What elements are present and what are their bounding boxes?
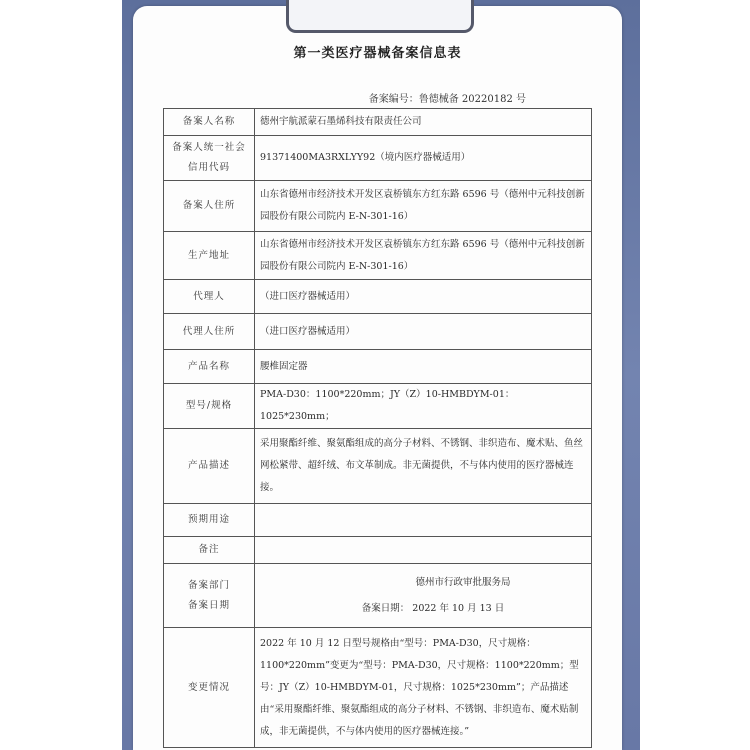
field-value: 德州宇航派蒙石墨烯科技有限责任公司 [255,109,592,136]
table-row [164,564,592,628]
field-label: 备注 [164,537,255,564]
field-value: （进口医疗器械适用） [255,314,592,350]
field-value [255,564,592,628]
field-label: 变更情况 [164,628,255,748]
field-label: 备案人统一社会信用代码 [164,136,255,181]
field-label: 生产地址 [164,232,255,280]
document-title: 第一类医疗器械备案信息表 [293,46,462,61]
field-label: 备案人住所 [164,181,255,232]
field-label: 代理人 [164,280,255,314]
filing-department-label: 备案部门 [187,579,230,591]
field-label: 预期用途 [164,504,255,537]
change-history: 2022 年 10 月 12 日型号规格由“型号：PMA-D30，尺寸规格：1100*220mm”变更为“型号：PMA-D30，尺寸规格：1100*220mm；型号：JY（Z）10-HMBDYM-01，尺寸规格：1025*230mm”；产品描述由“采用聚酯纤维、聚氨酯组成的高分子材料、不锈钢、非织造布、魔术贴制成，非无菌提供，不与体内使用的医疗器械连接。” [255,628,592,748]
field-label: 备案人名称 [164,109,255,136]
document-page [133,6,622,750]
field-value: 山东省德州市经济技术开发区袁桥镇东方红东路 6596 号（德州中元科技创新园股份有限公司院内 E-N-301-16） [255,232,592,280]
field-value: 山东省德州市经济技术开发区袁桥镇东方红东路 6596 号（德州中元科技创新园股份有限公司院内 E-N-301-16） [255,181,592,232]
field-value [255,504,592,537]
table-row [164,109,592,136]
field-value: 腰椎固定器 [255,350,592,384]
field-label [164,564,255,628]
table-row [164,537,592,564]
table-row [164,136,592,181]
field-value: PMA-D30：1100*220mm；JY（Z）10-HMBDYM-01：1025*230mm； [255,384,592,429]
table-row [164,384,592,429]
field-value [255,537,592,564]
table-row [164,429,592,504]
filing-date: 备案日期： 2022 年 10 月 13 日 [361,602,505,614]
table-row [164,280,592,314]
field-label: 产品名称 [164,350,255,384]
table-row [164,350,592,384]
field-label: 产品描述 [164,429,255,504]
field-value: 采用聚酯纤维、聚氨酯组成的高分子材料、不锈钢、非织造布、魔术贴、鱼丝网松紧带、超纤绒、布文革制成。非无菌提供，不与体内使用的医疗器械连接。 [255,429,592,504]
table-row [164,504,592,537]
filing-authority: 德州市行政审批服务局 [415,576,511,588]
field-value: （进口医疗器械适用） [255,280,592,314]
filing-date-label: 备案日期 [187,599,230,611]
table-row [164,628,592,748]
table-row [164,181,592,232]
filing-info-table [163,108,592,748]
record-number: 备案编号：鲁德械备 20220182 号 [368,94,526,105]
table-row [164,232,592,280]
field-value: 91371400MA3RXLYY92（境内医疗器械适用） [255,136,592,181]
field-label: 代理人住所 [164,314,255,350]
table-row [164,314,592,350]
clipboard-clip [286,0,474,33]
field-label: 型号/规格 [164,384,255,429]
